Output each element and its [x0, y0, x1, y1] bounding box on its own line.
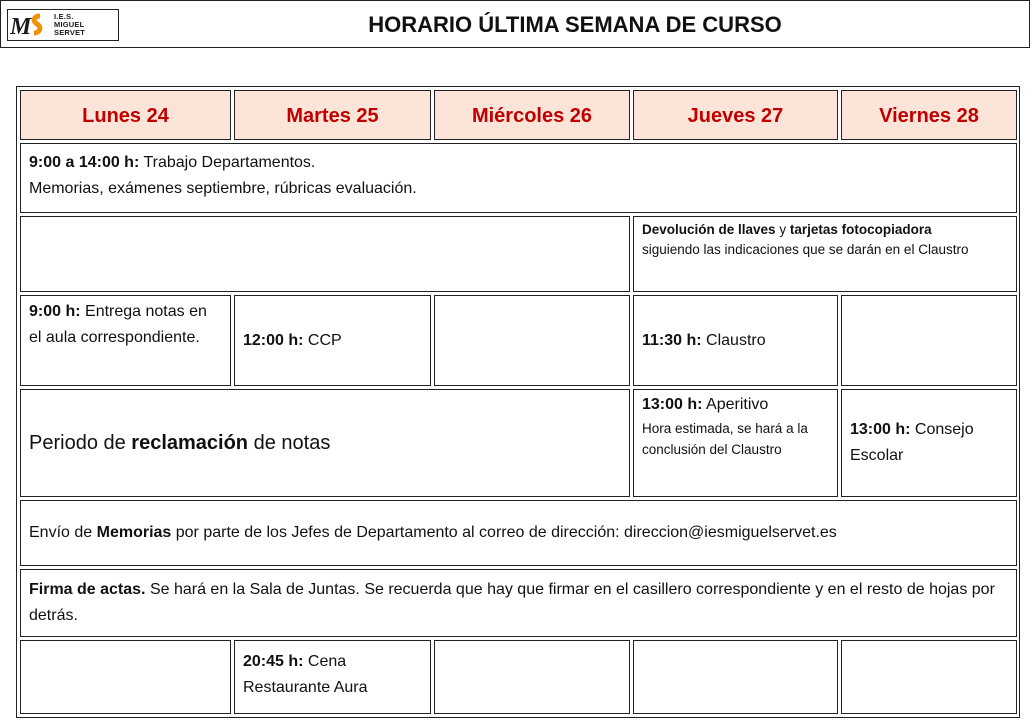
day-header-miercoles: Miércoles 26 — [434, 90, 630, 140]
periodo-reclamacion: reclamación — [131, 432, 249, 454]
envio-memorias-row — [20, 500, 1017, 566]
day-header-viernes: Viernes 28 — [841, 90, 1017, 140]
firma-actas-title: Firma de actas. — [29, 581, 146, 598]
aperitivo-time: 13:00 h: — [642, 396, 703, 413]
firma-actas-text: Se hará en la Sala de Juntas. Se recuerda que hay que firmar en el casillero correspondiente y en el resto de hojas por detrás. — [29, 581, 995, 624]
entrega-notas-text: Entrega notas en el aula correspondiente. — [29, 303, 207, 346]
row-trabajo-departamentos — [20, 143, 1017, 213]
entrega-notas-time: 9:00 h: — [29, 303, 81, 320]
envio-memorias: Memorias — [96, 524, 172, 541]
ccp-text: CCP — [303, 331, 342, 349]
envio-pre: Envío de — [29, 524, 97, 541]
trabajo-time: 9:00 a 14:00 h: — [29, 154, 140, 171]
trabajo-text: Trabajo Departamentos. — [139, 154, 316, 171]
cena-cell — [234, 640, 431, 714]
consejo-escolar-cell — [841, 389, 1017, 497]
logo-line-3: SERVET — [54, 28, 86, 37]
row2-empty-cell — [20, 216, 630, 292]
schedule-table — [16, 86, 1020, 718]
row7-lunes-empty — [20, 640, 231, 714]
claustro-cell — [633, 295, 838, 386]
logo-text — [54, 13, 85, 37]
entrega-notas-cell — [20, 295, 231, 386]
firma-actas-row — [20, 569, 1017, 637]
claustro-text: Claustro — [701, 331, 766, 349]
row7-viernes-empty — [841, 640, 1017, 714]
page-title: HORARIO ÚLTIMA SEMANA DE CURSO — [368, 12, 782, 37]
logo-line-2: MIGUEL — [54, 20, 85, 29]
day-header-lunes: Lunes 24 — [20, 90, 231, 140]
envio-post: por parte de los Jefes de Departamento al correo de dirección: direccion@iesmiguelservet.es — [171, 524, 837, 541]
claustro-time: 11:30 h: — [642, 331, 702, 349]
devolucion-llaves: Devolución de llaves — [642, 222, 776, 237]
consejo-time: 13:00 h: — [850, 421, 911, 438]
svg-text:M: M — [10, 14, 32, 38]
consejo-text: Consejo Escolar — [850, 421, 974, 464]
document-header — [0, 0, 1030, 48]
trabajo-line — [29, 150, 1008, 176]
periodo-post: de notas — [248, 432, 331, 454]
periodo-pre: Periodo de — [29, 432, 132, 454]
row7-miercoles-empty — [434, 640, 630, 714]
devolucion-y: y — [775, 222, 790, 237]
logo-line-1: I.E.S. — [54, 12, 74, 21]
devolucion-detail: siguiendo las indicaciones que se darán en el Claustro — [642, 242, 969, 257]
devolucion-llaves-cell — [633, 216, 1017, 292]
row3-viernes-empty — [841, 295, 1017, 386]
tarjetas-fotocopiadora: tarjetas fotocopiadora — [789, 222, 932, 237]
aperitivo-line — [642, 392, 829, 418]
row7-jueves-empty — [633, 640, 838, 714]
ccp-cell — [234, 295, 431, 386]
day-header-jueves: Jueves 27 — [633, 90, 838, 140]
school-logo — [7, 9, 119, 41]
aperitivo-text: Aperitivo — [702, 396, 769, 413]
aperitivo-cell — [633, 389, 838, 497]
cena-text: Cena Restaurante Aura — [243, 653, 368, 696]
periodo-reclamacion-cell — [20, 389, 630, 497]
aperitivo-note: Hora estimada, se hará a la conclusión del Claustro — [642, 421, 808, 457]
row3-miercoles-empty — [434, 295, 630, 386]
cena-time: 20:45 h: — [243, 653, 304, 670]
ms-logo-icon — [10, 12, 52, 38]
ccp-time: 12:00 h: — [243, 331, 304, 349]
day-header-martes: Martes 25 — [234, 90, 431, 140]
trabajo-detail: Memorias, exámenes septiembre, rúbricas evaluación. — [29, 180, 417, 197]
